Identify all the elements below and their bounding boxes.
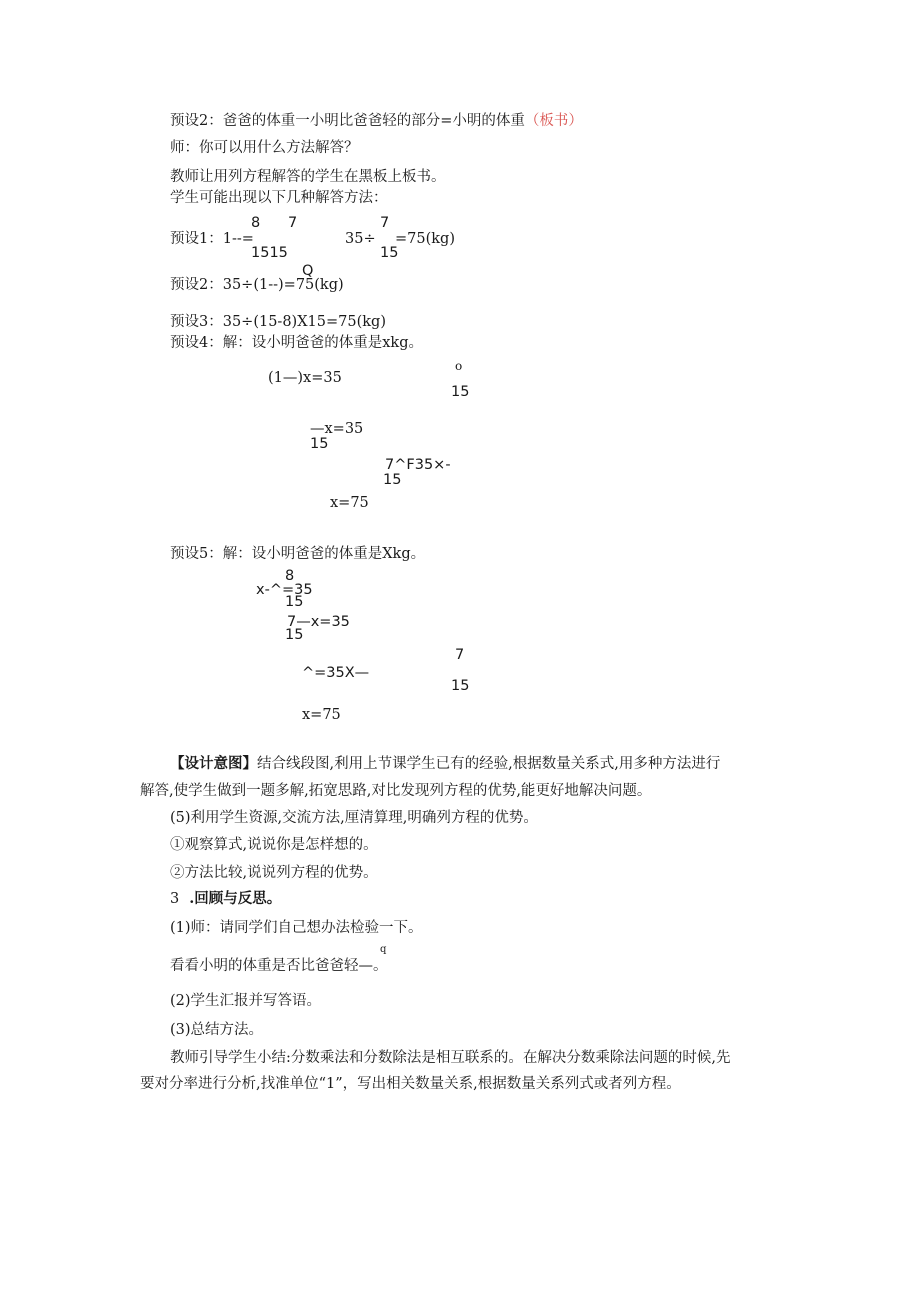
preset4-line3: 7^F35×- [385, 457, 451, 473]
step5: (5)利用学生资源,交流方法,厘清算理,明确列方程的优势。 [170, 810, 538, 826]
section3-number: 3 [170, 891, 180, 907]
preset5-num8: 8 [285, 568, 295, 584]
design-intent-title: 【设计意图】 [170, 755, 257, 772]
preset1-label-b: 35÷ [345, 231, 376, 247]
preset4-line4: x=75 [330, 495, 369, 511]
preset2-q-mark: Q [302, 263, 314, 279]
preset5-num7: 7 [455, 647, 465, 663]
preset5-line4: x=75 [302, 707, 341, 723]
preset1-label-a: 预设1：1--= [170, 231, 254, 247]
preset5-line2: 7—x=35 [287, 614, 350, 630]
sub1: (1)师：请同学们自己想办法检验一下。 [170, 920, 423, 936]
preset4-line2-den: 15 [310, 436, 329, 452]
board-instruction: 教师让用列方程解答的学生在黑板上板书。 [170, 169, 446, 185]
design-intent-line1 [170, 755, 720, 773]
section3-title: .回顾与反思。 [189, 890, 282, 907]
sub3: (3)总结方法。 [170, 1022, 264, 1038]
preset2-expression: 预设2：35÷(1--)=75(kg) [170, 277, 344, 293]
preset5-den1: 15 [285, 594, 304, 610]
section3-heading [170, 890, 281, 908]
preset3-expression: 预设3：35÷(15-8)X15=75(kg) [170, 314, 386, 330]
preset5-den3: 15 [451, 678, 470, 694]
design-intent-text-a: 结合线段图,利用上节课学生已有的经验,根据数量关系式,用多种方法进行 [257, 756, 721, 772]
blackboard-tag: （板书） [524, 113, 583, 129]
preset4-intro: 预设4：解：设小明爸爸的体重是xkg。 [170, 335, 423, 351]
sub2: (2)学生汇报并写答语。 [170, 993, 322, 1009]
preset2-description-text: 预设2：爸爸的体重一小明比爸爸轻的部分=小明的体重 [170, 113, 525, 129]
preset1-frac-den-b: 15 [380, 245, 399, 261]
preset5-line1: x-^=35 [256, 582, 313, 598]
circle2: ②方法比较,说说列方程的优势。 [170, 865, 378, 881]
check-sup: q [380, 944, 387, 955]
design-intent-text-b: 解答,使学生做到一题多解,拓宽思路,对比发现列方程的优势,能更好地解决问题。 [140, 783, 652, 799]
preset5-den2: 15 [285, 627, 304, 643]
circle1: ①观察算式,说说你是怎样想的。 [170, 837, 378, 853]
preset5-line3: ^=35X— [302, 665, 370, 681]
preset4-line1-den: 15 [451, 384, 470, 400]
preset1-frac-num-a: 8 [251, 215, 261, 231]
summary-line-a: 教师引导学生小结:分数乘法和分数除法是相互联系的。在解决分数乘除法问题的时候,先 [170, 1050, 731, 1066]
preset1-eq-b: =75(kg) [395, 231, 455, 247]
preset5-intro: 预设5：解：设小明爸爸的体重是Xkg。 [170, 546, 426, 562]
preset4-line1-num: o [455, 359, 463, 373]
preset1-seven-a: 7 [288, 215, 298, 231]
preset4-line3-den: 15 [383, 472, 402, 488]
teacher-question: 师：你可以用什么方法解答？ [170, 140, 359, 156]
check-text: 看看小明的体重是否比爸爸轻—。 [170, 958, 388, 974]
preset2-description [170, 112, 583, 130]
preset1-frac-den-a: 1515 [251, 245, 288, 261]
preset1-frac-num-b: 7 [380, 215, 390, 231]
summary-line-b: 要对分率进行分析,找准单位“1”，写出相关数量关系,根据数量关系列式或者列方程。 [140, 1076, 681, 1092]
methods-intro: 学生可能出现以下几种解答方法： [170, 190, 388, 206]
preset4-line1: (1—)x=35 [268, 370, 342, 386]
preset4-line2: —x=35 [310, 421, 364, 437]
